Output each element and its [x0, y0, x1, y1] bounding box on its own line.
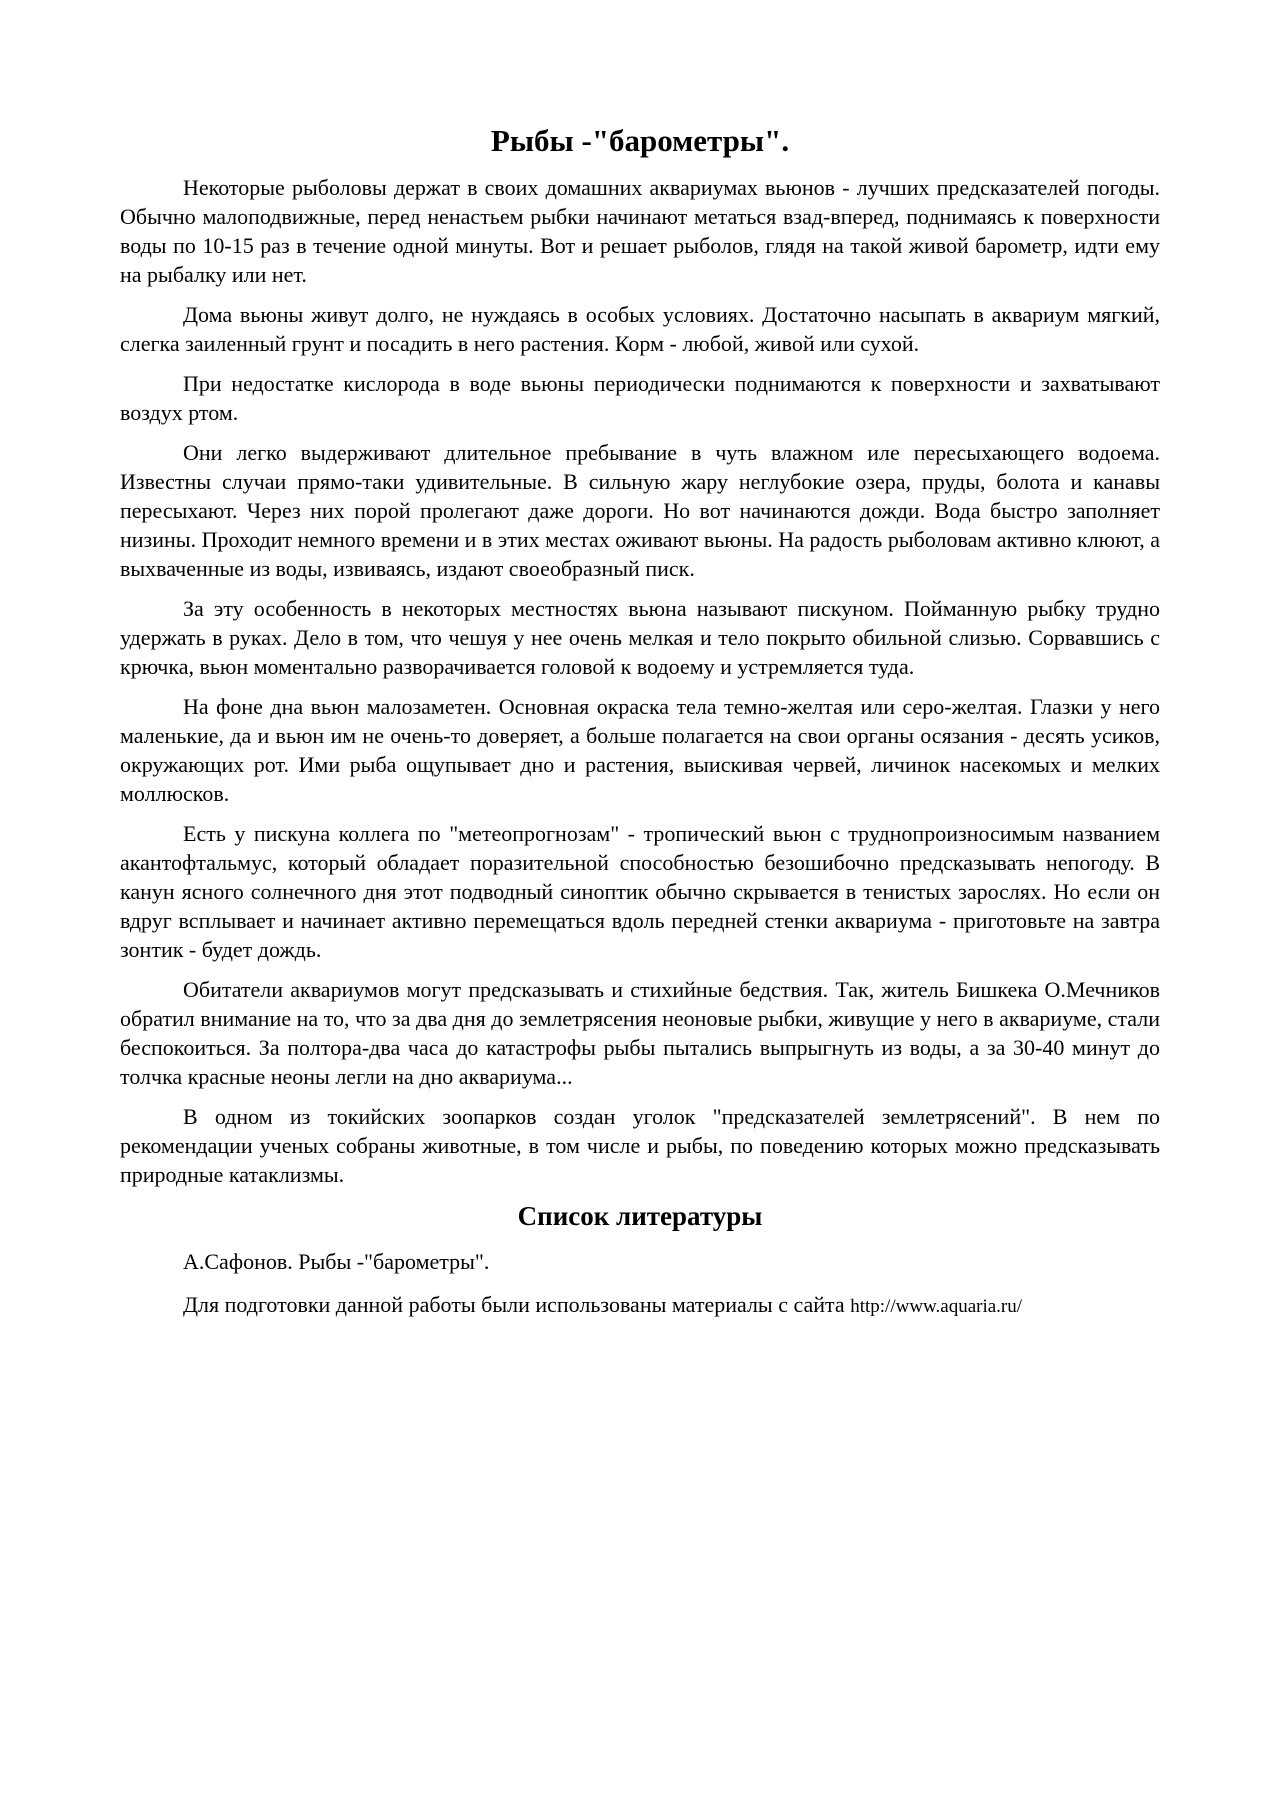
paragraph-8: Обитатели аквариумов могут предсказывать и стихийные бедствия. Так, житель Бишкека О.Мечников обратил внимание на то, что за два дня до землетрясения неоновые рыбки, живущие у него в аквариуме, стали беспокоиться. За полтора-два часа до катастрофы рыбы пытались выпрыгнуть из воды, а за 30-40 минут до толчка красные неоны легли на дно аквариума...	[120, 977, 1160, 1090]
paragraph-9: В одном из токийских зоопарков создан уголок "предсказателей землетрясений". В нем по рекомендации ученых собраны животные, в том числе и рыбы, по поведению которых можно предсказывать природные катаклизмы.	[120, 1104, 1160, 1188]
paragraph-2: Дома вьюны живут долго, не нуждаясь в особых условиях. Достаточно насыпать в аквариум мягкий, слегка заиленный грунт и посадить в него растения. Корм - любой, живой или сухой.	[120, 302, 1160, 357]
reference-item: А.Сафонов. Рыбы -"барометры".	[183, 1248, 490, 1274]
document-title: Рыбы -"барометры".	[490, 123, 790, 158]
paragraph-4: Они легко выдерживают длительное пребывание в чуть влажном иле пересыхающего водоема. Известны случаи прямо-таки удивительные. В сильную жару неглубокие озера, пруды, болота и канавы пересыхают. Через них порой пролегают даже дороги. Но вот начинаются дожди. Вода быстро заполняет низины. Проходит немного времени и в этих местах оживают вьюны. На радость рыболовам активно клюют, а выхваченные из воды, извиваясь, издают своеобразный писк.	[120, 440, 1160, 582]
paragraph-6: На фоне дна вьюн малозаметен. Основная окраска тела темно-желтая или серо-желтая. Глазки у него маленькие, да и вьюн им не очень-то доверяет, а больше полагается на свои органы осязания - десять усиков, окружающих рот. Ими рыба ощупывает дно и растения, выискивая червей, личинок насекомых и мелких моллюсков.	[120, 694, 1160, 807]
document-page	[120, 122, 1160, 1332]
source-text: Для подготовки данной работы были использованы материалы с сайта	[183, 1291, 851, 1317]
references-heading: Список литературы	[517, 1201, 763, 1232]
paragraph-7: Есть у пискуна коллега по "метеопрогнозам" - тропический вьюн с труднопроизносимым названием акантофтальмус, который обладает поразительной способностью безошибочно предсказывать непогоду. В канун ясного солнечного дня этот подводный синоптик обычно скрывается в тенистых зарослях. Но если он вдруг всплывает и начинает активно перемещаться вдоль передней стенки аквариума - приготовьте на завтра зонтик - будет дождь.	[120, 821, 1160, 963]
paragraph-5: За эту особенность в некоторых местностях вьюна называют пискуном. Пойманную рыбку трудно удержать в руках. Дело в том, что чешуя у нее очень мелкая и тело покрыто обильной слизью. Сорвавшись с крючка, вьюн моментально разворачивается головой к водоему и устремляется туда.	[120, 596, 1160, 680]
paragraph-1: Некоторые рыболовы держат в своих домашних аквариумах вьюнов - лучших предсказателей погоды. Обычно малоподвижные, перед ненастьем рыбки начинают метаться взад-вперед, поднимаясь к поверхности воды по 10-15 раз в течение одной минуты. Вот и решает рыболов, глядя на такой живой барометр, идти ему на рыбалку или нет.	[120, 175, 1160, 288]
source-note	[120, 1290, 1160, 1321]
source-url-link[interactable]: http://www.aquaria.ru/	[850, 1295, 1023, 1317]
paragraph-3: При недостатке кислорода в воде вьюны периодически поднимаются к поверхности и захватывают воздух ртом.	[120, 371, 1160, 426]
